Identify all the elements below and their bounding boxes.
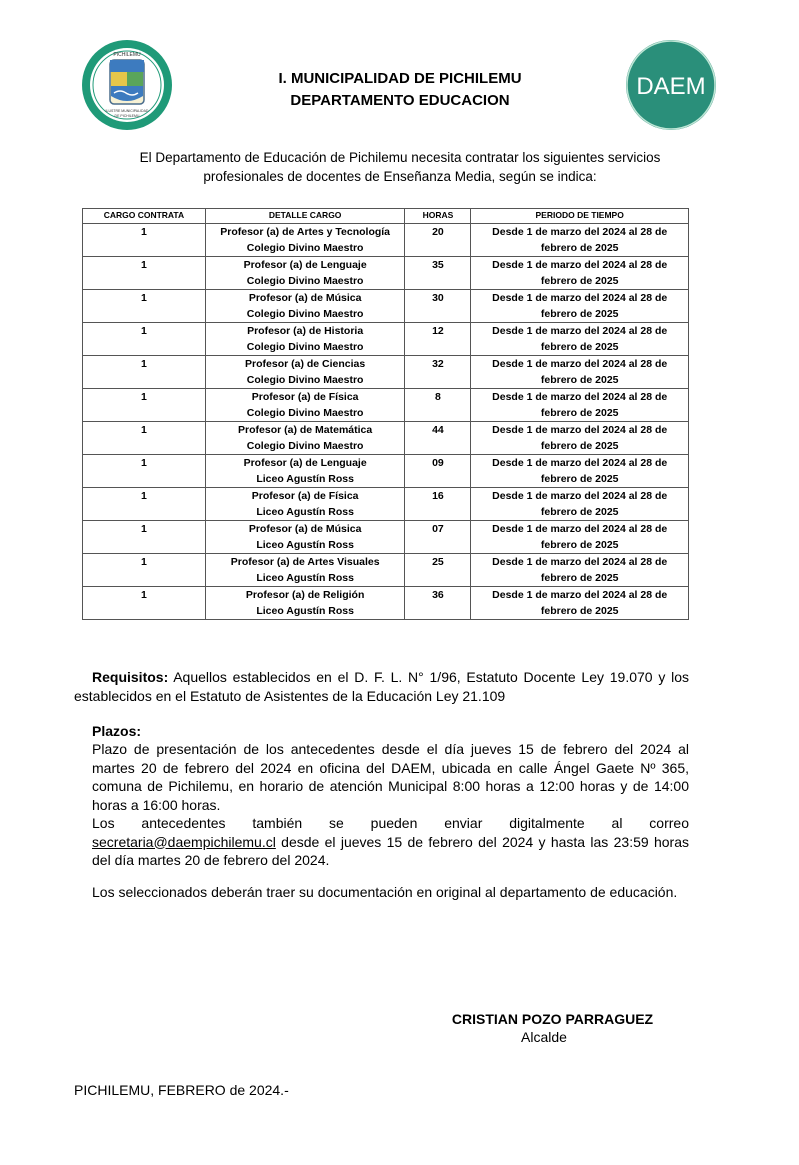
cell-horas — [405, 455, 471, 488]
cell-periodo-line: Desde 1 de marzo del 2024 al 28 de — [492, 325, 668, 337]
footer-place-date: PICHILEMU, FEBRERO de 2024.- — [74, 1082, 289, 1098]
cell-detalle-line: Profesor (a) de Lenguaje — [243, 259, 367, 271]
cell-detalle-line: Colegio Divino Maestro — [246, 406, 364, 419]
intro-line-2: profesionales de docentes de Enseñanza Media, según se indica: — [203, 169, 597, 184]
cell-periodo — [471, 587, 689, 620]
cell-periodo — [471, 323, 689, 356]
cell-detalle-line: Profesor (a) de Historia — [247, 325, 364, 337]
deadlines-p2-after: desde el jueves 15 de febrero del 2024 y hasta las 23:59 horas del día martes 20 de febrero del 2024. — [92, 833, 689, 868]
cell-periodo — [471, 257, 689, 290]
cell-cargo-line: 1 — [140, 424, 147, 436]
table-header-row — [83, 209, 689, 224]
cell-detalle-line: Liceo Agustín Ross — [256, 538, 354, 551]
cell-periodo-line: febrero de 2025 — [540, 274, 619, 287]
cell-cargo-line: 1 — [140, 490, 147, 502]
deadlines-label: Plazos: — [92, 723, 142, 739]
cell-cargo — [83, 587, 206, 620]
cell-periodo — [471, 488, 689, 521]
cell-horas — [405, 389, 471, 422]
table-row — [83, 257, 689, 290]
cell-detalle-line: Profesor (a) de Matemática — [238, 424, 373, 436]
table-row — [83, 290, 689, 323]
cell-horas-line: 44 — [432, 424, 444, 436]
cell-cargo — [83, 389, 206, 422]
cell-detalle-line: Liceo Agustín Ross — [256, 505, 354, 518]
cell-horas — [405, 521, 471, 554]
cell-horas-line: 16 — [432, 490, 444, 502]
svg-text:DE PICHILEMU: DE PICHILEMU — [114, 114, 140, 118]
cell-detalle-line: Liceo Agustín Ross — [256, 604, 354, 617]
cell-detalle — [205, 422, 405, 455]
cell-periodo-line: Desde 1 de marzo del 2024 al 28 de — [492, 292, 668, 304]
cell-cargo-line: 1 — [140, 292, 147, 304]
cell-detalle — [205, 521, 405, 554]
table-row — [83, 323, 689, 356]
cell-horas — [405, 257, 471, 290]
requirements-paragraph — [74, 668, 689, 705]
cell-periodo — [471, 389, 689, 422]
cell-cargo — [83, 521, 206, 554]
cell-detalle-line: Colegio Divino Maestro — [246, 241, 364, 254]
cell-detalle-line: Liceo Agustín Ross — [256, 571, 354, 584]
signature-name: CRISTIAN POZO PARRAGUEZ — [451, 1011, 654, 1027]
cell-detalle-line: Profesor (a) de Física — [251, 490, 359, 502]
cell-horas-line: 36 — [432, 589, 444, 601]
cell-detalle-line: Liceo Agustín Ross — [256, 472, 354, 485]
cell-horas-line: 35 — [432, 259, 444, 271]
intro-paragraph — [100, 148, 700, 186]
cell-detalle-line: Colegio Divino Maestro — [246, 340, 364, 353]
cell-cargo — [83, 422, 206, 455]
cell-cargo — [83, 257, 206, 290]
email-link[interactable]: secretaria@daempichilemu.cl — [92, 833, 276, 850]
cell-periodo-line: Desde 1 de marzo del 2024 al 28 de — [492, 391, 668, 403]
municipality-name: I. MUNICIPALIDAD DE PICHILEMU — [278, 70, 522, 87]
deadlines-paragraph-1: Plazo de presentación de los antecedentes desde el día jueves 15 de febrero del 2024 al martes 20 de febrero del 2024 en oficina del DAEM, ubicada en calle Ángel Gaete Nº 365, comuna de Pichilemu, en horario de atención Municipal 8:00 horas a 12:00 horas y de 14:00 horas a 16:00 horas. — [92, 741, 689, 813]
cell-cargo-line: 1 — [140, 589, 147, 601]
cell-horas-line: 32 — [432, 358, 444, 370]
cell-detalle — [205, 554, 405, 587]
cell-cargo — [83, 290, 206, 323]
cell-horas — [405, 290, 471, 323]
header-title — [230, 68, 570, 112]
cell-periodo-line: Desde 1 de marzo del 2024 al 28 de — [492, 523, 668, 535]
cell-detalle — [205, 389, 405, 422]
cell-horas-line: 07 — [432, 523, 444, 535]
cell-horas-line: 25 — [432, 556, 444, 568]
cell-periodo-line: febrero de 2025 — [540, 571, 619, 584]
table-row — [83, 587, 689, 620]
cell-periodo — [471, 224, 689, 257]
cell-cargo-line: 1 — [140, 325, 147, 337]
cell-horas-line: 30 — [432, 292, 444, 304]
cell-detalle — [205, 356, 405, 389]
cell-periodo-line: Desde 1 de marzo del 2024 al 28 de — [492, 589, 668, 601]
cell-horas — [405, 323, 471, 356]
cell-detalle — [205, 455, 405, 488]
cell-cargo-line: 1 — [140, 259, 147, 271]
cell-detalle-line: Profesor (a) de Artes y Tecnología — [220, 226, 391, 238]
table-row — [83, 356, 689, 389]
cell-periodo-line: febrero de 2025 — [540, 406, 619, 419]
cell-periodo-line: febrero de 2025 — [540, 373, 619, 386]
cell-horas — [405, 554, 471, 587]
signature-role: Alcalde — [521, 1029, 567, 1045]
cell-periodo-line: Desde 1 de marzo del 2024 al 28 de — [492, 226, 668, 238]
cell-cargo — [83, 554, 206, 587]
cell-detalle-line: Profesor (a) de Lenguaje — [243, 457, 367, 469]
cell-periodo-line: febrero de 2025 — [540, 472, 619, 485]
cell-cargo-line: 1 — [140, 457, 147, 469]
positions-table — [82, 208, 689, 620]
cell-periodo-line: febrero de 2025 — [540, 505, 619, 518]
cell-periodo-line: Desde 1 de marzo del 2024 al 28 de — [492, 490, 668, 502]
cell-periodo-line: febrero de 2025 — [540, 604, 619, 617]
cell-periodo — [471, 290, 689, 323]
cell-detalle-line: Profesor (a) de Música — [248, 523, 362, 535]
header-detalle: DETALLE CARGO — [205, 209, 405, 224]
cell-periodo — [471, 554, 689, 587]
cell-horas-line: 09 — [432, 457, 444, 469]
svg-text:ILUSTRE MUNICIPALIDAD: ILUSTRE MUNICIPALIDAD — [105, 109, 149, 113]
table-row — [83, 389, 689, 422]
department-name: DEPARTAMENTO EDUCACION — [290, 92, 510, 109]
cell-cargo-line: 1 — [140, 391, 147, 403]
cell-periodo — [471, 422, 689, 455]
cell-periodo-line: febrero de 2025 — [540, 538, 619, 551]
cell-cargo-line: 1 — [140, 226, 147, 238]
cell-detalle — [205, 323, 405, 356]
header-cargo: CARGO CONTRATA — [83, 209, 206, 224]
cell-periodo-line: Desde 1 de marzo del 2024 al 28 de — [492, 259, 668, 271]
intro-line-1: El Departamento de Educación de Pichilemu necesita contratar los siguientes servicios — [139, 150, 661, 165]
cell-cargo-line: 1 — [140, 523, 147, 535]
cell-periodo-line: febrero de 2025 — [540, 307, 619, 320]
closing-paragraph: Los seleccionados deberán traer su documentación en original al departamento de educación. — [92, 884, 678, 900]
cell-cargo — [83, 455, 206, 488]
svg-text:PICHILEMU: PICHILEMU — [113, 52, 141, 58]
cell-detalle — [205, 224, 405, 257]
cell-horas — [405, 587, 471, 620]
cell-detalle-line: Profesor (a) de Música — [248, 292, 362, 304]
table-row — [83, 488, 689, 521]
table-row — [83, 554, 689, 587]
cell-periodo — [471, 356, 689, 389]
deadlines-p2-before: Los antecedentes también se pueden enviar digitalmente al correo — [92, 815, 689, 831]
cell-periodo-line: febrero de 2025 — [540, 439, 619, 452]
cell-detalle-line: Profesor (a) de Artes Visuales — [230, 556, 380, 568]
table-row — [83, 224, 689, 257]
cell-detalle-line: Profesor (a) de Ciencias — [245, 358, 366, 370]
cell-detalle — [205, 488, 405, 521]
cell-periodo-line: febrero de 2025 — [540, 340, 619, 353]
daem-logo — [624, 38, 718, 132]
cell-detalle-line: Colegio Divino Maestro — [246, 307, 364, 320]
table-row — [83, 455, 689, 488]
cell-detalle-line: Colegio Divino Maestro — [246, 439, 364, 452]
cell-horas-line: 8 — [435, 391, 441, 403]
cell-periodo-line: febrero de 2025 — [540, 241, 619, 254]
cell-horas — [405, 224, 471, 257]
cell-detalle — [205, 587, 405, 620]
cell-horas-line: 20 — [432, 226, 444, 238]
cell-periodo — [471, 521, 689, 554]
cell-periodo-line: Desde 1 de marzo del 2024 al 28 de — [492, 358, 668, 370]
cell-periodo-line: Desde 1 de marzo del 2024 al 28 de — [492, 457, 668, 469]
cell-detalle — [205, 290, 405, 323]
cell-horas-line: 12 — [432, 325, 444, 337]
municipality-logo — [80, 38, 174, 132]
cell-cargo — [83, 356, 206, 389]
cell-detalle-line: Colegio Divino Maestro — [246, 274, 364, 287]
cell-periodo-line: Desde 1 de marzo del 2024 al 28 de — [492, 424, 668, 436]
table-row — [83, 521, 689, 554]
cell-horas — [405, 422, 471, 455]
requirements-label: Requisitos: — [92, 669, 169, 685]
cell-horas — [405, 488, 471, 521]
cell-detalle-line: Profesor (a) de Religión — [245, 589, 365, 601]
table-row — [83, 422, 689, 455]
cell-cargo-line: 1 — [140, 556, 147, 568]
requirements-text: Aquellos establecidos en el D. F. L. N° 1/96, Estatuto Docente Ley 19.070 y los establecidos en el Estatuto de Asistentes de la Educación Ley 21.109 — [74, 669, 689, 704]
cell-detalle-line: Profesor (a) de Física — [251, 391, 359, 403]
cell-detalle-line: Colegio Divino Maestro — [246, 373, 364, 386]
cell-cargo — [83, 224, 206, 257]
cell-periodo-line: Desde 1 de marzo del 2024 al 28 de — [492, 556, 668, 568]
cell-horas — [405, 356, 471, 389]
cell-cargo-line: 1 — [140, 358, 147, 370]
header-periodo: PERIODO DE TIEMPO — [471, 209, 689, 224]
cell-periodo — [471, 455, 689, 488]
deadlines-section — [92, 740, 689, 870]
header-horas: HORAS — [405, 209, 471, 224]
cell-detalle — [205, 257, 405, 290]
cell-cargo — [83, 488, 206, 521]
daem-logo-text: DAEM — [636, 73, 706, 100]
cell-cargo — [83, 323, 206, 356]
deadlines-paragraph-2 — [92, 814, 689, 870]
